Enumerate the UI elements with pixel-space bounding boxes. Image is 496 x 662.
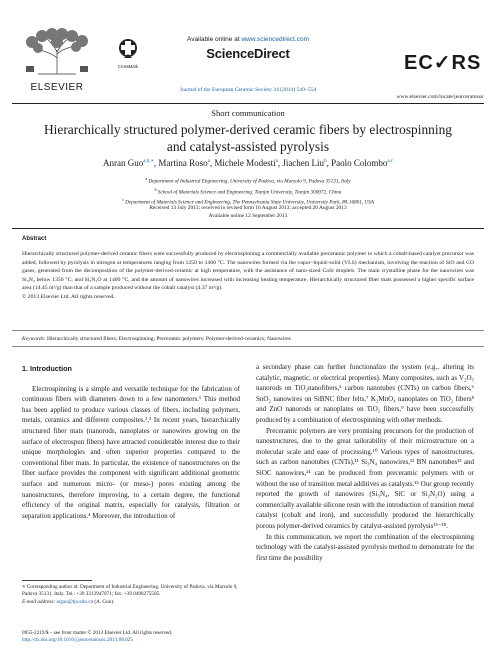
paragraph: a secondary phase can further functionalize the system (e.g., altering its catalytic, magnetic, or electrical properties). Many composites, such as V₂O₅ nanorods on TiO₂nanofibers,⁵ carbon nanotubes (CNTs) on carbon fibers,⁶ SnO₂ nanowires on SiBNC fiber felts,⁷ K₂MnO₄ nanoplates on TiO₂ fibers⁸ and ZnO nanorods or nanoplates on TiO₂ fibers,⁹ have been successfully produced by a combination of electrospinning with other methods. xyxy=(256,363,474,424)
email-label: E-mail address: xyxy=(22,598,57,605)
author-name: Martina Roso xyxy=(158,158,208,168)
paragraph: In this communication, we report the combination of the electrospinning technology with the catalyst-assisted pyrolysis method to demonstrate for the first time the possibility xyxy=(256,532,474,562)
author-list: Anran Guo$^{a,b,∗}$, Martina Roso$^a$, Michele Modesti$^a$, Jiachen Liu$^b$, Paolo Colombo$^{a,c}$ xyxy=(102,158,394,168)
email-suffix: (A. Guo). xyxy=(93,598,115,605)
footnote-rule xyxy=(22,580,92,581)
author[interactable] xyxy=(331,158,393,168)
affil-sup: c xyxy=(122,197,124,203)
footnote-text: ∗ Corresponding author at: Department of Industrial Engineering, University of Padova, via Marzolo 9, Padova 35131, Italy. Tel.: +39 3312947071; fax: +39 0498275505. xyxy=(22,584,238,598)
author[interactable] xyxy=(214,158,277,168)
journal-url[interactable]: www.elsevier.com/locate/jeurceramsoc xyxy=(396,94,484,100)
affil-text: Department of Materials Science and Engineering, The Pennsylvania State University, University Park, PA 16801, USA xyxy=(125,200,374,207)
right-column xyxy=(256,362,474,563)
author-affil-sup: a,c xyxy=(387,159,394,164)
abstract-body xyxy=(22,250,474,302)
title-line-1: Hierarchically structured polymer-derived ceramic fibers by electrospinning xyxy=(44,122,452,137)
article-type: Short communication xyxy=(211,108,285,118)
online-date: Available online 12 September 2013 xyxy=(208,213,288,219)
abstract-top-rule xyxy=(12,228,484,229)
author[interactable] xyxy=(158,158,209,168)
journal-logo-text: EC✓RS xyxy=(404,52,482,74)
paragraph: Electrospinning is a simple and versatile technique for the fabrication of continuous fibers with diameters down to a few nanometers.¹ This method has been applied to produce various classes of fibers, including polymers, metals, ceramics and different composites.²,³ In recent years, hierarchically structured fiber mats (nanorods, nanoplates or nanowires growing on the surface of electrospun fibers) have attracted considerable interest due to their unique morphologies and often superior properties compared to the conventional fiber mats. In particular, the existence of nanostructures on the fiber surface provides the component with significant additional geometric surface and numerous micro- (or meso-) pores existing among the nanostructures, therefore improving, to a certain degree, the functional efficiency of the original matrix, especially for catalysis, filtration or separation applications.⁴ Moreover, the introduction of xyxy=(22,384,240,520)
article-title xyxy=(20,121,476,155)
journal-citation[interactable]: Journal of the European Ceramic Society 34 (2014) 549–554 xyxy=(179,87,317,93)
journal-header xyxy=(120,36,376,93)
author-affil-sup: a xyxy=(275,159,278,164)
title-line-2: and catalyst-assisted pyrolysis xyxy=(166,139,330,154)
corresponding-author-footnote xyxy=(22,584,240,606)
sciencedirect-link[interactable]: www.sciencedirect.com xyxy=(241,36,309,43)
keywords-bottom-rule xyxy=(12,346,484,347)
front-matter-text: 0955-2219/$ – see front matter © 2013 Elsevier Ltd. All rights reserved. xyxy=(22,630,173,636)
elsevier-logo xyxy=(18,28,96,93)
publisher-name: ELSEVIER xyxy=(30,82,84,93)
author-affil-sup: a xyxy=(207,159,210,164)
email-link[interactable]: argao@tju.edu.cn xyxy=(56,598,94,605)
author-affil-sup: a,b,∗ xyxy=(143,159,154,164)
author-name: Paolo Colombo xyxy=(331,158,388,168)
left-column xyxy=(22,364,240,521)
header-rule xyxy=(12,103,484,104)
ecers-logo xyxy=(404,50,484,72)
paragraph: Preceramic polymers are very promising precursors for the production of nanostructures, due to the great tailorability of their microstructure on a molecular scale and ease of processing.¹⁰ Various types of nanostructures, such as carbon nanotubes (CNTs),¹¹ Si₃N₄ nanowires,¹² BN nanotubes¹³ and SiOC nanowires,¹⁴ can be produced from preceramic polymers with or without the use of transition metal additives as catalysts.¹⁵ Our group recently reported the growth of nanowires (Si₃N₄, SiC or Si₂N₂O) using a commercially available silicone resin with the introduction of transition metal catalyst (cobalt and iron), and successfully produced the hierarchically porous polymer-derived ceramics by catalyst-assisted pyrolysis¹⁶⁻¹⁸. xyxy=(256,426,474,530)
author[interactable] xyxy=(103,158,154,168)
affil-sup: b xyxy=(154,186,157,192)
available-online-text: Available online at xyxy=(186,36,242,43)
keywords-top-rule xyxy=(12,330,484,331)
affil-text: School of Materials Science and Engineering, Tianjin University, Tianjin 300072, China xyxy=(157,189,342,196)
keywords-list: Hierarchically structured fibers; Electrospinning; Preceramic polymers; Polymer-derived-ceramics; Nanowires xyxy=(47,336,291,342)
doi-link[interactable]: http://dx.doi.org/10.1016/j.jeurceramsoc.2013.08.025 xyxy=(22,637,133,644)
article-dates xyxy=(20,204,476,220)
affiliation xyxy=(20,186,476,197)
elsevier-tree-icon xyxy=(18,28,96,76)
received-dates: Received 13 July 2013; received in revised form 16 August 2013; accepted 20 August 2013 xyxy=(149,205,347,211)
author-affil-sup: b xyxy=(324,159,327,164)
crossmark-label: CrossMark xyxy=(117,64,139,69)
author[interactable] xyxy=(282,158,326,168)
author-name: Jiachen Liu xyxy=(282,158,325,168)
affiliation xyxy=(20,175,476,186)
front-matter xyxy=(22,630,282,645)
email-line xyxy=(22,599,240,606)
affil-text: Department of Industrial Engineering, University of Padova, via Marzolo 9, Padova 35131, Italy xyxy=(148,178,351,185)
abstract-copyright: © 2013 Elsevier Ltd. All rights reserved. xyxy=(22,293,115,300)
keywords-label: Keywords: xyxy=(22,336,46,342)
abstract-heading: Abstract xyxy=(22,236,47,242)
abstract-text: Hierarchically structured polymer-derived ceramic fibers were successfully produced by electrospinning a commercially available preceramic polymer to which a cobalt-based catalyst precursor was added, followed by pyrolysis in nitrogen at temperatures ranging from 1250 to 1400 °C. The nanowires formed via the vapor–liquid–solid (VLS) mechanism, involving the reaction of SiO and CO gases, generated from the decomposition of the polymer-derived-ceramic at high temperature, with the assistance of nano-sized CoSi droplets. The main crystalline phase for the nanowires was Si₃N₄ below 1350 °C, and Si₂N₂O at 1400 °C, and the amount of nanowires increased with increasing heating temperature. Hierarchically structured fiber mats possessed a higher specific surface area (14.45 m²/g) than that of a sample produced without the cobalt catalyst (4.37 m²/g). xyxy=(22,251,474,292)
section-heading: 1. Introduction xyxy=(22,364,72,373)
affil-sup: a xyxy=(145,176,148,181)
affiliations xyxy=(20,175,476,207)
author-name: Michele Modesti xyxy=(214,158,276,168)
keywords xyxy=(22,336,474,342)
available-online xyxy=(120,36,376,43)
author-name: Anran Guo xyxy=(102,158,144,168)
sciencedirect-brand: ScienceDirect xyxy=(206,46,290,61)
